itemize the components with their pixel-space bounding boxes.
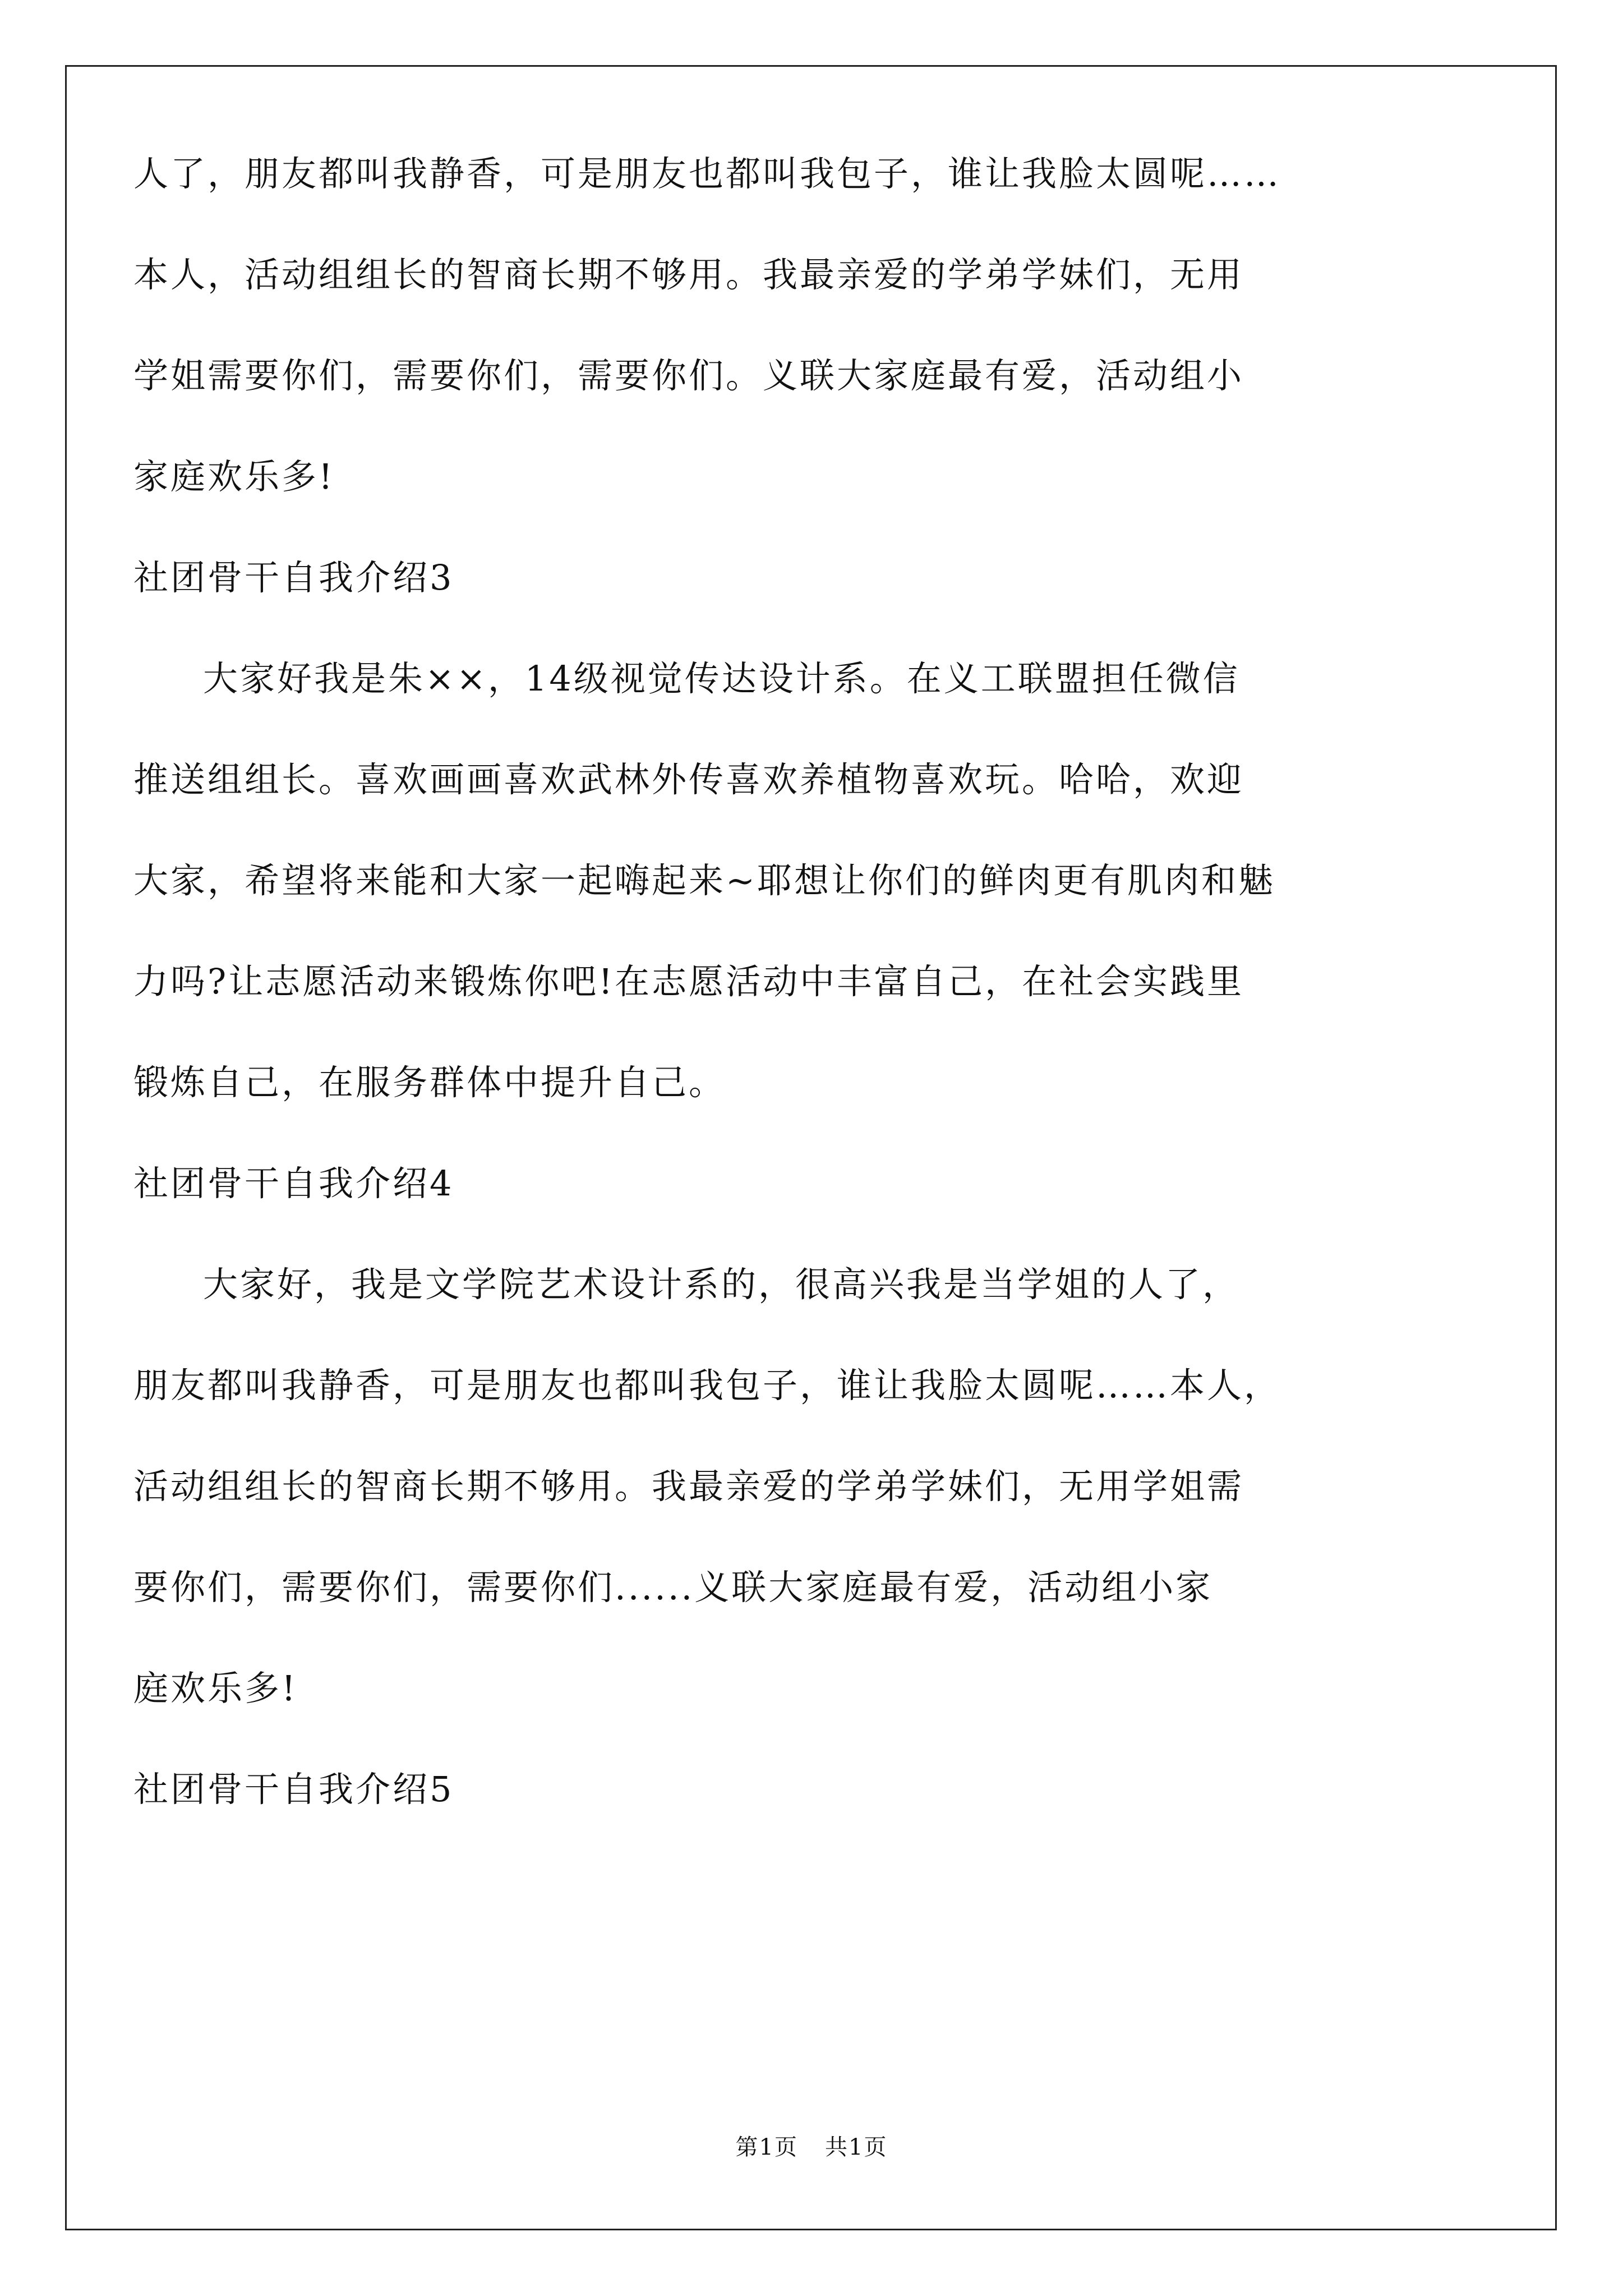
paragraph-line: 庭欢乐多! bbox=[133, 1668, 298, 1709]
page-total: 共1页 bbox=[825, 2134, 888, 2160]
paragraph-line: 家庭欢乐多! bbox=[133, 456, 335, 497]
paragraph-line: 要你们，需要你们，需要你们......义联大家庭最有爱，活动组小家 bbox=[133, 1567, 1213, 1608]
paragraph-line: 推送组组长。喜欢画画喜欢武林外传喜欢养植物喜欢玩。哈哈，欢迎 bbox=[133, 759, 1244, 800]
section-heading: 社团骨干自我介绍5 bbox=[133, 1769, 454, 1810]
page-footer bbox=[0, 2131, 1623, 2164]
paragraph-line: 活动组组长的智商长期不够用。我最亲爱的学弟学妹们，无用学姐需 bbox=[133, 1466, 1244, 1507]
page-number: 第1页 bbox=[735, 2134, 798, 2160]
paragraph-line: 本人，活动组组长的智商长期不够用。我最亲爱的学弟学妹们，无用 bbox=[133, 254, 1244, 295]
section-heading: 社团骨干自我介绍3 bbox=[133, 557, 454, 598]
paragraph-line: 锻炼自己，在服务群体中提升自己。 bbox=[133, 1062, 726, 1103]
paragraph-line: 力吗?让志愿活动来锻炼你吧!在志愿活动中丰富自己，在社会实践里 bbox=[133, 961, 1244, 1002]
paragraph-line: 学姐需要你们，需要你们，需要你们。义联大家庭最有爱，活动组小 bbox=[133, 355, 1244, 396]
section-heading: 社团骨干自我介绍4 bbox=[133, 1163, 454, 1204]
paragraph-line: 大家，希望将来能和大家一起嗨起来~耶想让你们的鲜肉更有肌肉和魅 bbox=[133, 860, 1275, 901]
paragraph-line: 朋友都叫我静香，可是朋友也都叫我包子，谁让我脸太圆呢……本人， bbox=[133, 1365, 1281, 1406]
paragraph-line: 人了，朋友都叫我静香，可是朋友也都叫我包子，谁让我脸太圆呢…… bbox=[133, 153, 1281, 194]
paragraph-line: 大家好我是朱××，14级视觉传达设计系。在义工联盟担任微信 bbox=[203, 658, 1240, 699]
paragraph-line: 大家好，我是文学院艺术设计系的，很高兴我是当学姐的人了， bbox=[203, 1264, 1240, 1305]
